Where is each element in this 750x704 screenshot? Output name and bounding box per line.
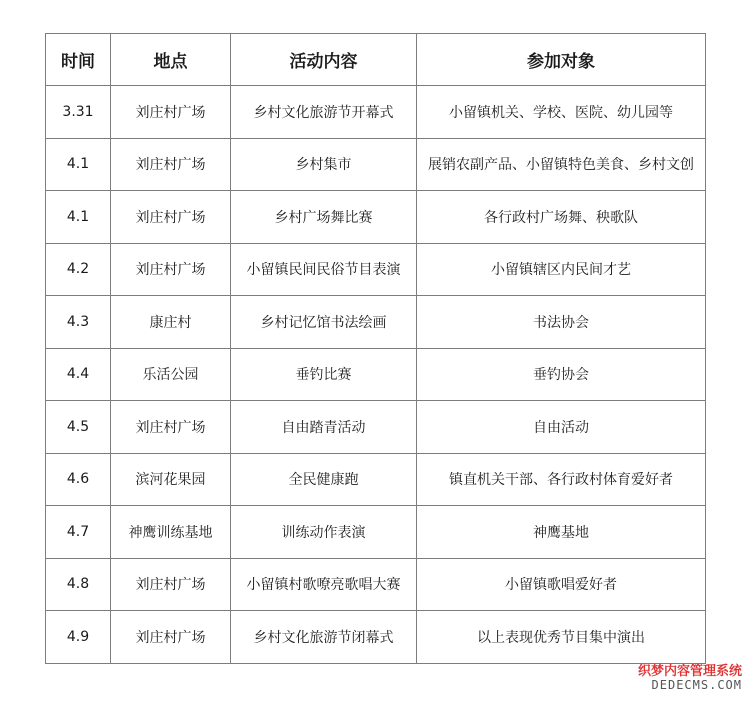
header-location: 地点	[111, 34, 231, 86]
table-row	[46, 191, 706, 244]
cell-participants: 各行政村广场舞、秧歌队	[417, 191, 706, 244]
cell-location: 神鹰训练基地	[111, 506, 231, 559]
cell-time: 4.9	[46, 611, 111, 664]
cell-activity: 乡村集市	[231, 138, 417, 191]
cell-time: 3.31	[46, 86, 111, 139]
cell-location: 刘庄村广场	[111, 86, 231, 139]
cell-activity: 乡村文化旅游节开幕式	[231, 86, 417, 139]
cell-participants: 展销农副产品、小留镇特色美食、乡村文创	[417, 138, 706, 191]
header-row	[46, 34, 706, 86]
cell-activity: 垂钓比赛	[231, 348, 417, 401]
cell-time: 4.1	[46, 138, 111, 191]
cell-location: 康庄村	[111, 296, 231, 349]
table-row	[46, 296, 706, 349]
cell-location: 刘庄村广场	[111, 243, 231, 296]
cell-location: 乐活公园	[111, 348, 231, 401]
cell-time: 4.4	[46, 348, 111, 401]
table-row	[46, 401, 706, 454]
cell-activity: 小留镇村歌嘹亮歌唱大赛	[231, 558, 417, 611]
table-row	[46, 348, 706, 401]
cell-time: 4.5	[46, 401, 111, 454]
cell-participants: 自由活动	[417, 401, 706, 454]
cell-time: 4.2	[46, 243, 111, 296]
cell-participants: 垂钓协会	[417, 348, 706, 401]
table-body	[46, 86, 706, 664]
table-row	[46, 558, 706, 611]
cell-time: 4.1	[46, 191, 111, 244]
cell-participants: 神鹰基地	[417, 506, 706, 559]
cell-activity: 乡村广场舞比赛	[231, 191, 417, 244]
cell-location: 刘庄村广场	[111, 401, 231, 454]
table-row	[46, 138, 706, 191]
cell-location: 滨河花果园	[111, 453, 231, 506]
activity-schedule-table	[45, 33, 706, 664]
cell-participants: 小留镇机关、学校、医院、幼儿园等	[417, 86, 706, 139]
watermark-title: 织梦内容管理系统	[637, 663, 742, 679]
cell-time: 4.3	[46, 296, 111, 349]
cell-activity: 乡村文化旅游节闭幕式	[231, 611, 417, 664]
table-row	[46, 86, 706, 139]
table-row	[46, 611, 706, 664]
cell-activity: 全民健康跑	[231, 453, 417, 506]
header-activity: 活动内容	[231, 34, 417, 86]
cell-time: 4.7	[46, 506, 111, 559]
cell-participants: 以上表现优秀节目集中演出	[417, 611, 706, 664]
header-participants: 参加对象	[417, 34, 706, 86]
cell-location: 刘庄村广场	[111, 611, 231, 664]
table-row	[46, 453, 706, 506]
header-time: 时间	[46, 34, 111, 86]
cell-participants: 小留镇歌唱爱好者	[417, 558, 706, 611]
cell-location: 刘庄村广场	[111, 138, 231, 191]
cell-location: 刘庄村广场	[111, 558, 231, 611]
table-row	[46, 506, 706, 559]
table-row	[46, 243, 706, 296]
cell-time: 4.8	[46, 558, 111, 611]
watermark-domain: DEDECMS.COM	[651, 677, 742, 692]
cell-activity: 乡村记忆馆书法绘画	[231, 296, 417, 349]
watermark	[638, 665, 742, 692]
cell-participants: 书法协会	[417, 296, 706, 349]
cell-activity: 训练动作表演	[231, 506, 417, 559]
cell-time: 4.6	[46, 453, 111, 506]
cell-location: 刘庄村广场	[111, 191, 231, 244]
cell-participants: 镇直机关干部、各行政村体育爱好者	[417, 453, 706, 506]
cell-activity: 小留镇民间民俗节目表演	[231, 243, 417, 296]
cell-participants: 小留镇辖区内民间才艺	[417, 243, 706, 296]
cell-activity: 自由踏青活动	[231, 401, 417, 454]
